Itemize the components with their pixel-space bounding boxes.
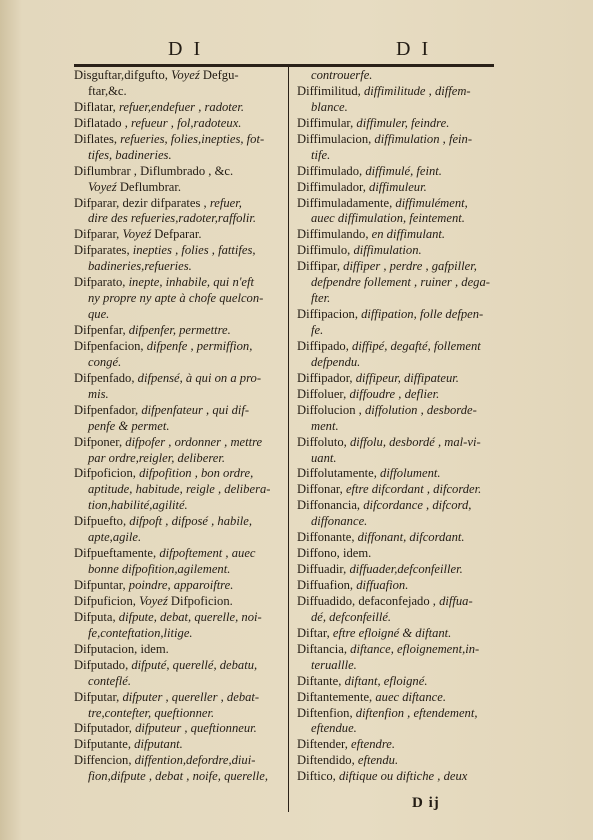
headword: Difparar, xyxy=(74,227,123,242)
french-translation: diffuader,defconfeiller. xyxy=(349,562,463,577)
entry-continuation-line xyxy=(74,259,286,275)
french-translation: diffimulément, xyxy=(395,195,468,210)
cross-reference: Difpoficion. xyxy=(167,593,233,608)
headword: Diftender, xyxy=(297,737,352,752)
dictionary-entry-line xyxy=(297,466,497,482)
headword: Diffimulo, xyxy=(297,243,354,258)
headword: Diffimulado, xyxy=(297,163,366,178)
entry-continuation-line xyxy=(74,498,286,514)
dictionary-entry-line xyxy=(74,610,286,626)
dictionary-entry-line xyxy=(74,164,286,180)
headword: Diffencion, xyxy=(74,753,135,768)
dictionary-entry-line xyxy=(74,642,286,658)
french-translation: diftance, efloignement,in- xyxy=(350,641,480,656)
dictionary-entry-line xyxy=(74,403,286,419)
french-translation: dé, defconfeillé. xyxy=(311,609,392,624)
french-translation: diffimulation , fein- xyxy=(374,131,473,146)
dictionary-entry-line xyxy=(297,227,497,243)
dictionary-entry-line xyxy=(297,371,497,387)
headword: Diffipador, xyxy=(297,370,356,385)
dictionary-entry-line xyxy=(297,769,497,785)
headword: Diftante, xyxy=(297,673,345,688)
french-translation: difpute, debat, querelle, noi- xyxy=(118,609,262,624)
french-translation: diffipeur, diffipateur. xyxy=(355,370,459,385)
entry-continuation-line xyxy=(297,148,497,164)
french-translation: diffoudre , deflier. xyxy=(349,386,440,401)
dictionary-entry-line xyxy=(74,100,286,116)
french-translation: fe,conteftation,litige. xyxy=(88,625,193,640)
dictionary-entry-line xyxy=(297,196,497,212)
entry-continuation-line xyxy=(74,148,286,164)
french-translation: tife. xyxy=(311,147,331,162)
headword: Difputacion, idem. xyxy=(74,641,169,656)
right-column xyxy=(297,68,497,785)
french-translation: bonne difpofition,agilement. xyxy=(88,562,231,577)
headword: Diffolutamente, xyxy=(297,466,381,481)
french-translation: Voyeź xyxy=(139,593,168,608)
headword: Diffipacion, xyxy=(297,307,362,322)
french-translation: refueur , fol,radoteux. xyxy=(131,115,242,130)
dictionary-entry-line xyxy=(74,243,286,259)
dictionary-entry-line xyxy=(74,116,286,132)
french-translation: diftenfion , eftendement, xyxy=(355,705,478,720)
french-translation: defpendre follement , ruiner , dega- xyxy=(311,275,490,290)
headword: Difpenfador, xyxy=(74,402,142,417)
dictionary-entry-line xyxy=(297,84,497,100)
headword: Difparates, xyxy=(74,243,133,258)
headword: Difputar, xyxy=(74,689,123,704)
dictionary-entry-line xyxy=(74,578,286,594)
dictionary-entry-line xyxy=(297,116,497,132)
french-translation: en diffimulant. xyxy=(371,227,446,242)
french-translation: congé. xyxy=(88,354,122,369)
dictionary-entry-line xyxy=(297,307,497,323)
dictionary-entry-line xyxy=(297,259,497,275)
entry-continuation-line xyxy=(74,211,286,227)
headword: Diftenfion, xyxy=(297,705,356,720)
french-translation: auec diftance. xyxy=(375,689,446,704)
french-translation: apte,agile. xyxy=(88,530,142,545)
headword: Difpoficion, xyxy=(74,466,140,481)
dictionary-entry-line xyxy=(297,435,497,451)
column-divider xyxy=(288,66,289,812)
entry-continuation-line xyxy=(297,323,497,339)
entry-continuation-line xyxy=(297,658,497,674)
entry-continuation-line xyxy=(74,84,286,100)
french-translation: ment. xyxy=(311,418,339,433)
dictionary-entry-line xyxy=(297,642,497,658)
french-translation: inepties , folies , fattifes, xyxy=(132,243,256,258)
french-translation: difputer , quereller , debat- xyxy=(122,689,260,704)
french-translation: diffimilitude , diffem- xyxy=(363,83,471,98)
french-translation: difpofer , ordonner , mettre xyxy=(125,434,263,449)
entry-continuation-line xyxy=(74,706,286,722)
french-translation: difcordance , difcord, xyxy=(363,498,472,513)
french-translation: inepte, inhabile, qui n'eft xyxy=(128,275,255,290)
headword: Diftendido, xyxy=(297,753,358,768)
dictionary-entry-line xyxy=(74,275,286,291)
headword: Diffuadir, xyxy=(297,562,350,577)
dictionary-entry-line xyxy=(297,706,497,722)
headword: Diflatado , xyxy=(74,115,132,130)
headword: Diffipar, xyxy=(297,259,344,274)
headword: Difpuntar, xyxy=(74,578,129,592)
french-translation: eftendre. xyxy=(351,737,395,752)
french-translation: eftendue. xyxy=(311,721,357,736)
entry-continuation-line xyxy=(74,355,286,371)
headword: Difputante, xyxy=(74,737,135,752)
catchword: D ij xyxy=(412,795,440,811)
french-translation: aptitude, habitude, reigle , delibera- xyxy=(88,482,271,497)
dictionary-entry-line xyxy=(297,626,497,642)
french-translation: difpenfe , permiffion, xyxy=(146,338,253,353)
headword: ftar,&c. xyxy=(88,83,127,98)
dictionary-entry-line xyxy=(297,243,497,259)
french-translation: blance. xyxy=(311,99,348,114)
dictionary-entry-line xyxy=(74,658,286,674)
dictionary-entry-line xyxy=(74,546,286,562)
headword: Diftantemente, xyxy=(297,689,376,704)
french-translation: fion,difpute , debat , noife, querelle, xyxy=(88,769,269,784)
french-translation: Voyeź xyxy=(122,227,152,242)
headword: Difpuficion, xyxy=(74,593,140,608)
dictionary-entry-line xyxy=(297,132,497,148)
entry-continuation-line xyxy=(74,451,286,467)
french-translation: diffention,defordre,diui- xyxy=(134,753,256,768)
dictionary-entry-line xyxy=(297,546,497,562)
headword: Diffimular, xyxy=(297,115,357,130)
french-translation: diffimuler, feindre. xyxy=(356,115,450,130)
french-translation: dire des refueries,radoter,raffolir. xyxy=(88,211,257,226)
headword: Diffimulador, xyxy=(297,179,370,194)
headword: Difputado, xyxy=(74,657,132,672)
headword: Diffonancia, xyxy=(297,498,364,513)
french-translation: auec diffimulation, feintement. xyxy=(311,211,465,226)
headword: Difputa, xyxy=(74,609,119,624)
dictionary-entry-line xyxy=(297,690,497,706)
french-translation: diffonant, difcordant. xyxy=(357,530,465,545)
french-translation: diffolution , desborde- xyxy=(364,402,477,417)
french-translation: Voyeź xyxy=(171,68,200,82)
french-translation: uant. xyxy=(311,450,337,465)
french-translation: ny propre ny apte à chofe quelcon- xyxy=(88,291,264,306)
dictionary-entry-line xyxy=(74,132,286,148)
headword: Diflumbrar , Diflumbrado , &c. xyxy=(74,163,234,178)
headword: Diffipado, xyxy=(297,338,353,353)
dictionary-entry-line xyxy=(74,339,286,355)
headword: Difputador, xyxy=(74,721,136,736)
french-translation: fe. xyxy=(311,323,324,337)
headword: Diftico, xyxy=(297,769,339,784)
headword: Disguftar,difgufto, xyxy=(74,68,172,82)
cross-reference: Defparar. xyxy=(151,227,202,242)
french-translation: diffimulé, feint. xyxy=(365,163,442,178)
entry-continuation-line xyxy=(297,291,497,307)
entry-continuation-line xyxy=(297,100,497,116)
entry-continuation-line xyxy=(297,355,497,371)
french-translation: tion,habilité,agilité. xyxy=(88,498,188,513)
entry-continuation-line xyxy=(74,180,286,196)
dictionary-entry-line xyxy=(74,371,286,387)
dictionary-entry-line xyxy=(297,562,497,578)
headword: Diffuadido, defaconfejado , xyxy=(297,593,440,608)
french-translation: difputé, querellé, debatu, xyxy=(131,657,258,672)
dictionary-entry-line xyxy=(297,387,497,403)
french-translation: diftant, efloigné. xyxy=(344,673,428,688)
entry-continuation-line xyxy=(74,291,286,307)
entry-continuation-line xyxy=(297,451,497,467)
french-translation: difpofition , bon ordre, xyxy=(139,466,254,481)
dictionary-entry-line xyxy=(74,737,286,753)
dictionary-entry-line xyxy=(297,403,497,419)
french-translation: conteflé. xyxy=(88,673,132,688)
headword: Difparato, xyxy=(74,275,129,290)
french-translation: poindre, apparoiftre. xyxy=(128,578,234,592)
french-translation: tre,contefter, queftionner. xyxy=(88,705,215,720)
french-translation: defpendu. xyxy=(311,354,361,369)
dictionary-entry-line xyxy=(74,721,286,737)
french-translation: penfe & permet. xyxy=(88,418,170,433)
entry-continuation-line xyxy=(74,674,286,690)
dictionary-entry-line xyxy=(297,530,497,546)
dictionary-entry-line xyxy=(74,227,286,243)
dictionary-entry-line xyxy=(297,180,497,196)
dictionary-entry-line xyxy=(74,68,286,84)
entry-continuation-line xyxy=(297,514,497,530)
french-translation: diffonance. xyxy=(311,514,368,529)
french-translation: diffimuleur. xyxy=(369,179,427,194)
dictionary-entry-line xyxy=(74,514,286,530)
french-translation: refuer, xyxy=(209,195,242,210)
headword: Diffimulando, xyxy=(297,227,372,242)
french-translation: refuer,endefuer , radoter. xyxy=(118,99,245,114)
headword: Diffono, idem. xyxy=(297,546,372,561)
dictionary-entry-line xyxy=(297,482,497,498)
dictionary-entry-line xyxy=(74,196,286,212)
french-translation: difputant. xyxy=(134,737,183,752)
headword: Diftar, xyxy=(297,625,333,640)
entry-continuation-line xyxy=(297,211,497,227)
dictionary-entry-line xyxy=(74,323,286,339)
french-translation: fter. xyxy=(311,291,331,306)
dictionary-entry-line xyxy=(297,737,497,753)
french-translation: difpensé, à qui on a pro- xyxy=(137,370,262,385)
french-translation: diffolu, desbordé , mal-vi- xyxy=(349,434,481,449)
french-translation: controuerfe. xyxy=(311,68,373,82)
headword: Diffonante, xyxy=(297,530,358,545)
entry-continuation-line xyxy=(297,68,497,84)
dictionary-entry-line xyxy=(297,164,497,180)
french-translation: tifes, badineries. xyxy=(88,147,172,162)
french-translation: difpenfer, permettre. xyxy=(128,323,231,337)
entry-continuation-line xyxy=(74,769,286,785)
left-column xyxy=(74,68,286,785)
french-translation: teruallle. xyxy=(311,657,357,672)
entry-continuation-line xyxy=(74,530,286,546)
french-translation: mis. xyxy=(88,386,109,401)
dictionary-entry-line xyxy=(297,578,497,594)
headword: Diffoluto, xyxy=(297,434,350,449)
cross-reference: Defgu- xyxy=(199,68,239,82)
headword: Diffimulacion, xyxy=(297,131,375,146)
dictionary-entry-line xyxy=(297,339,497,355)
running-header xyxy=(74,38,494,62)
french-translation: diffolument. xyxy=(380,466,441,481)
headword: Difpuefto, xyxy=(74,514,130,529)
entry-continuation-line xyxy=(297,610,497,626)
french-translation: difpenfateur , qui dif- xyxy=(141,402,250,417)
headword: Diffimuladamente, xyxy=(297,195,396,210)
headword: Diflates, xyxy=(74,131,121,146)
dictionary-entry-line xyxy=(297,753,497,769)
cross-reference: Deflumbrar. xyxy=(116,179,182,194)
dictionary-entry-line xyxy=(74,690,286,706)
headword: Diflatar, xyxy=(74,99,119,114)
french-translation: eftre efloigné & diftant. xyxy=(332,625,452,640)
french-translation: diffipation, folle defpen- xyxy=(361,307,484,322)
headword: Diffolucion , xyxy=(297,402,365,417)
headword: Difponer, xyxy=(74,434,126,449)
french-translation: diffiper , perdre , gafpiller, xyxy=(343,259,477,274)
entry-continuation-line xyxy=(297,721,497,737)
french-translation: difpoftement , auec xyxy=(159,546,256,561)
french-translation: diffipé, degafté, follement xyxy=(352,338,481,353)
french-translation: Voyeź xyxy=(88,179,117,194)
header-rule xyxy=(74,64,494,67)
entry-continuation-line xyxy=(74,419,286,435)
french-translation: diffua- xyxy=(439,593,473,608)
headword: Difpenfacion, xyxy=(74,338,147,353)
headword: Difpenfar, xyxy=(74,323,129,337)
french-translation: difpoft , difposé , habile, xyxy=(129,514,253,529)
french-translation: diftique ou diftiche , deux xyxy=(338,769,468,784)
headword: Diftancia, xyxy=(297,641,351,656)
entry-continuation-line xyxy=(74,626,286,642)
french-translation: difputeur , queftionneur. xyxy=(135,721,257,736)
headword: Difpueftamente, xyxy=(74,546,160,561)
dictionary-entry-line xyxy=(74,466,286,482)
french-translation: eftre difcordant , difcorder. xyxy=(345,482,482,497)
entry-continuation-line xyxy=(74,387,286,403)
dictionary-entry-line xyxy=(74,753,286,769)
french-translation: diffuafion. xyxy=(356,578,409,592)
dictionary-entry-line xyxy=(74,594,286,610)
entry-continuation-line xyxy=(74,482,286,498)
dictionary-entry-line xyxy=(297,594,497,610)
dictionary-entry-line xyxy=(297,498,497,514)
french-translation: badineries,refueries. xyxy=(88,259,192,274)
header-left: D I xyxy=(168,38,204,60)
dictionary-entry-line xyxy=(297,674,497,690)
french-translation: par ordre,reigler, deliberer. xyxy=(88,450,225,465)
headword: Difpenfado, xyxy=(74,370,138,385)
headword: Diffimilitud, xyxy=(297,83,364,98)
entry-continuation-line xyxy=(74,307,286,323)
dictionary-entry-line xyxy=(74,435,286,451)
header-right: D I xyxy=(396,38,432,60)
headword: Difparar, dezir difparates , xyxy=(74,195,210,210)
entry-continuation-line xyxy=(74,562,286,578)
french-translation: diffimulation. xyxy=(353,243,422,258)
french-translation: refueries, folies,inepties, fot- xyxy=(120,131,265,146)
entry-continuation-line xyxy=(297,419,497,435)
french-translation: eftendu. xyxy=(357,753,399,768)
entry-continuation-line xyxy=(297,275,497,291)
headword: Diffuafion, xyxy=(297,578,357,592)
headword: Diffonar, xyxy=(297,482,346,497)
french-translation: que. xyxy=(88,307,110,322)
headword: Diffoluer, xyxy=(297,386,350,401)
